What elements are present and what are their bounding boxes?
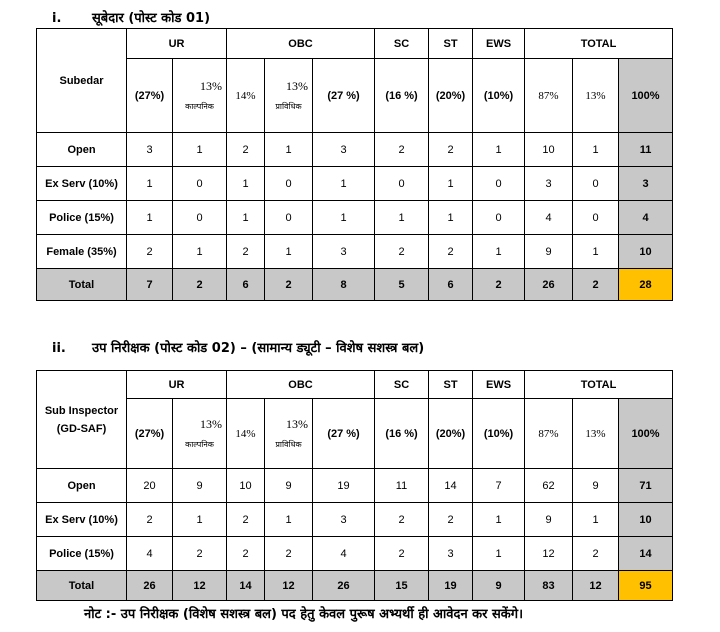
row-label: Open (37, 133, 127, 167)
sc-percent: (16 %) (375, 59, 429, 133)
cell: 12 (265, 571, 313, 601)
cell: 10 (525, 133, 573, 167)
cell: 1 (573, 133, 619, 167)
cell: 20 (127, 469, 173, 503)
cell: 4 (127, 537, 173, 571)
cell: 2 (375, 503, 429, 537)
cell: 1 (375, 201, 429, 235)
ur-notional-percent: 13% (200, 416, 223, 431)
cell: 5 (375, 269, 429, 301)
cell: 3 (313, 503, 375, 537)
row-label: Ex Serv (10%) (37, 167, 127, 201)
cell: 26 (313, 571, 375, 601)
cell: 0 (265, 167, 313, 201)
cell: 1 (265, 503, 313, 537)
cell: 4 (525, 201, 573, 235)
cell: 1 (573, 503, 619, 537)
cell: 2 (429, 503, 473, 537)
cell: 10 (227, 469, 265, 503)
obc-technical-cell (265, 59, 313, 133)
ews-percent: (10%) (473, 59, 525, 133)
group-header-row (37, 371, 673, 399)
cell: 2 (173, 269, 227, 301)
percent-header-row (37, 399, 673, 469)
cell: 1 (173, 235, 227, 269)
cell: 2 (127, 503, 173, 537)
cell: 2 (573, 537, 619, 571)
total-percent-100: 100% (619, 399, 673, 469)
section-1-title: सूबेदार (पोस्ट कोड 01) (92, 11, 211, 26)
st-percent: (20%) (429, 399, 473, 469)
group-ews: EWS (473, 371, 525, 399)
cell: 1 (313, 167, 375, 201)
cell: 6 (227, 269, 265, 301)
cell: 7 (473, 469, 525, 503)
obc-percent-14: 14% (227, 59, 265, 133)
cell: 0 (473, 167, 525, 201)
cell: 14 (227, 571, 265, 601)
cell: 2 (227, 235, 265, 269)
group-obc: OBC (227, 29, 375, 59)
obc-percent: (27 %) (313, 59, 375, 133)
total-percent-87: 87% (525, 399, 573, 469)
cell: 26 (127, 571, 173, 601)
row-header-label (37, 371, 127, 469)
cell: 1 (265, 133, 313, 167)
cell: 2 (127, 235, 173, 269)
cell: 1 (573, 235, 619, 269)
cell: 9 (525, 503, 573, 537)
group-total: TOTAL (525, 29, 673, 59)
grand-total: 28 (619, 269, 673, 301)
section-1-number: i. (52, 11, 62, 26)
cell: 2 (227, 133, 265, 167)
obc-technical-cell (265, 399, 313, 469)
ur-notional-cell (173, 399, 227, 469)
ews-percent: (10%) (473, 399, 525, 469)
group-ur: UR (127, 29, 227, 59)
section-2-heading (52, 338, 424, 356)
ur-notional-percent: 13% (200, 78, 223, 93)
obc-technical-label: प्राविधिक (275, 101, 302, 111)
cell: 0 (473, 201, 525, 235)
cell: 3 (313, 133, 375, 167)
table-row (37, 167, 673, 201)
cell: 1 (429, 167, 473, 201)
total-percent-13: 13% (573, 59, 619, 133)
cell: 1 (473, 133, 525, 167)
cell: 0 (173, 201, 227, 235)
cell: 2 (227, 537, 265, 571)
row-label: Police (15%) (37, 201, 127, 235)
st-percent: (20%) (429, 59, 473, 133)
section-2-title: उप निरीक्षक (पोस्ट कोड 02) – (सामान्य ड्यूटी – विशेष सशस्त्र बल) (92, 341, 425, 356)
table-row (37, 201, 673, 235)
total-percent-87: 87% (525, 59, 573, 133)
cell: 2 (375, 235, 429, 269)
cell: 26 (525, 269, 573, 301)
cell: 11 (375, 469, 429, 503)
cell: 1 (227, 201, 265, 235)
cell: 6 (429, 269, 473, 301)
cell: 2 (429, 235, 473, 269)
cell: 4 (313, 537, 375, 571)
total-row-label: Total (37, 571, 127, 601)
group-ur: UR (127, 371, 227, 399)
row-label: Open (37, 469, 127, 503)
cell: 12 (525, 537, 573, 571)
ur-percent: (27%) (127, 59, 173, 133)
total-row (37, 269, 673, 301)
cell: 1 (227, 167, 265, 201)
cell: 0 (573, 167, 619, 201)
cell: 2 (473, 269, 525, 301)
cell: 9 (525, 235, 573, 269)
cell: 2 (375, 133, 429, 167)
cell: 9 (473, 571, 525, 601)
row-label: Police (15%) (37, 537, 127, 571)
section-2-number: ii. (52, 341, 66, 356)
cell: 8 (313, 269, 375, 301)
group-sc: SC (375, 29, 429, 59)
cell: 0 (265, 201, 313, 235)
cell: 1 (313, 201, 375, 235)
cell: 3 (525, 167, 573, 201)
cell: 2 (573, 269, 619, 301)
group-total: TOTAL (525, 371, 673, 399)
percent-header-row (37, 59, 673, 133)
cell: 12 (173, 571, 227, 601)
cell: 9 (173, 469, 227, 503)
group-st: ST (429, 371, 473, 399)
cell: 15 (375, 571, 429, 601)
total-percent-100: 100% (619, 59, 673, 133)
cell: 0 (375, 167, 429, 201)
table-row (37, 503, 673, 537)
cell: 62 (525, 469, 573, 503)
cell: 2 (227, 503, 265, 537)
cell: 14 (429, 469, 473, 503)
cell: 19 (313, 469, 375, 503)
row-label: Female (35%) (37, 235, 127, 269)
section-1-heading (52, 8, 210, 26)
cell: 1 (127, 167, 173, 201)
cell: 3 (313, 235, 375, 269)
cell-total: 71 (619, 469, 673, 503)
total-row-label: Total (37, 269, 127, 301)
obc-percent-14: 14% (227, 399, 265, 469)
table-row (37, 235, 673, 269)
cell: 2 (173, 537, 227, 571)
cell-total: 14 (619, 537, 673, 571)
table-row (37, 537, 673, 571)
total-percent-13: 13% (573, 399, 619, 469)
cell: 1 (473, 537, 525, 571)
row-header-label: Subedar (37, 29, 127, 133)
cell: 83 (525, 571, 573, 601)
subedar-table (36, 28, 673, 301)
group-obc: OBC (227, 371, 375, 399)
cell: 3 (127, 133, 173, 167)
cell-total: 11 (619, 133, 673, 167)
footnote: नोट :- उप निरीक्षक (विशेष सशस्त्र बल) पद हेतु केवल पुरूष अभ्यर्थी ही आवेदन कर सकेंगे। (84, 607, 524, 622)
cell: 3 (429, 537, 473, 571)
sc-percent: (16 %) (375, 399, 429, 469)
cell: 1 (429, 201, 473, 235)
cell: 1 (265, 235, 313, 269)
obc-technical-percent: 13% (286, 416, 309, 431)
total-row (37, 571, 673, 601)
cell: 19 (429, 571, 473, 601)
ur-notional-label: काल्पनिक (185, 101, 214, 111)
cell: 1 (127, 201, 173, 235)
cell: 9 (573, 469, 619, 503)
ur-percent: (27%) (127, 399, 173, 469)
cell: 1 (173, 133, 227, 167)
cell: 2 (429, 133, 473, 167)
sub-inspector-table (36, 370, 673, 601)
grand-total: 95 (619, 571, 673, 601)
cell: 1 (473, 503, 525, 537)
group-sc: SC (375, 371, 429, 399)
group-st: ST (429, 29, 473, 59)
cell: 9 (265, 469, 313, 503)
table-row (37, 469, 673, 503)
ur-notional-cell (173, 59, 227, 133)
group-ews: EWS (473, 29, 525, 59)
cell: 0 (573, 201, 619, 235)
row-header-line-1: Sub Inspector (44, 404, 119, 417)
obc-technical-percent: 13% (286, 78, 309, 93)
group-header-row (37, 29, 673, 59)
cell-total: 10 (619, 235, 673, 269)
cell-total: 3 (619, 167, 673, 201)
row-header-line-2: (GD-SAF) (56, 422, 107, 435)
cell: 2 (265, 269, 313, 301)
cell: 7 (127, 269, 173, 301)
cell-total: 4 (619, 201, 673, 235)
obc-technical-label: प्राविधिक (275, 439, 302, 449)
table-row (37, 133, 673, 167)
cell: 2 (265, 537, 313, 571)
ur-notional-label: काल्पनिक (185, 439, 214, 449)
obc-percent: (27 %) (313, 399, 375, 469)
cell-total: 10 (619, 503, 673, 537)
cell: 12 (573, 571, 619, 601)
cell: 1 (473, 235, 525, 269)
cell: 0 (173, 167, 227, 201)
row-label: Ex Serv (10%) (37, 503, 127, 537)
cell: 2 (375, 537, 429, 571)
cell: 1 (173, 503, 227, 537)
